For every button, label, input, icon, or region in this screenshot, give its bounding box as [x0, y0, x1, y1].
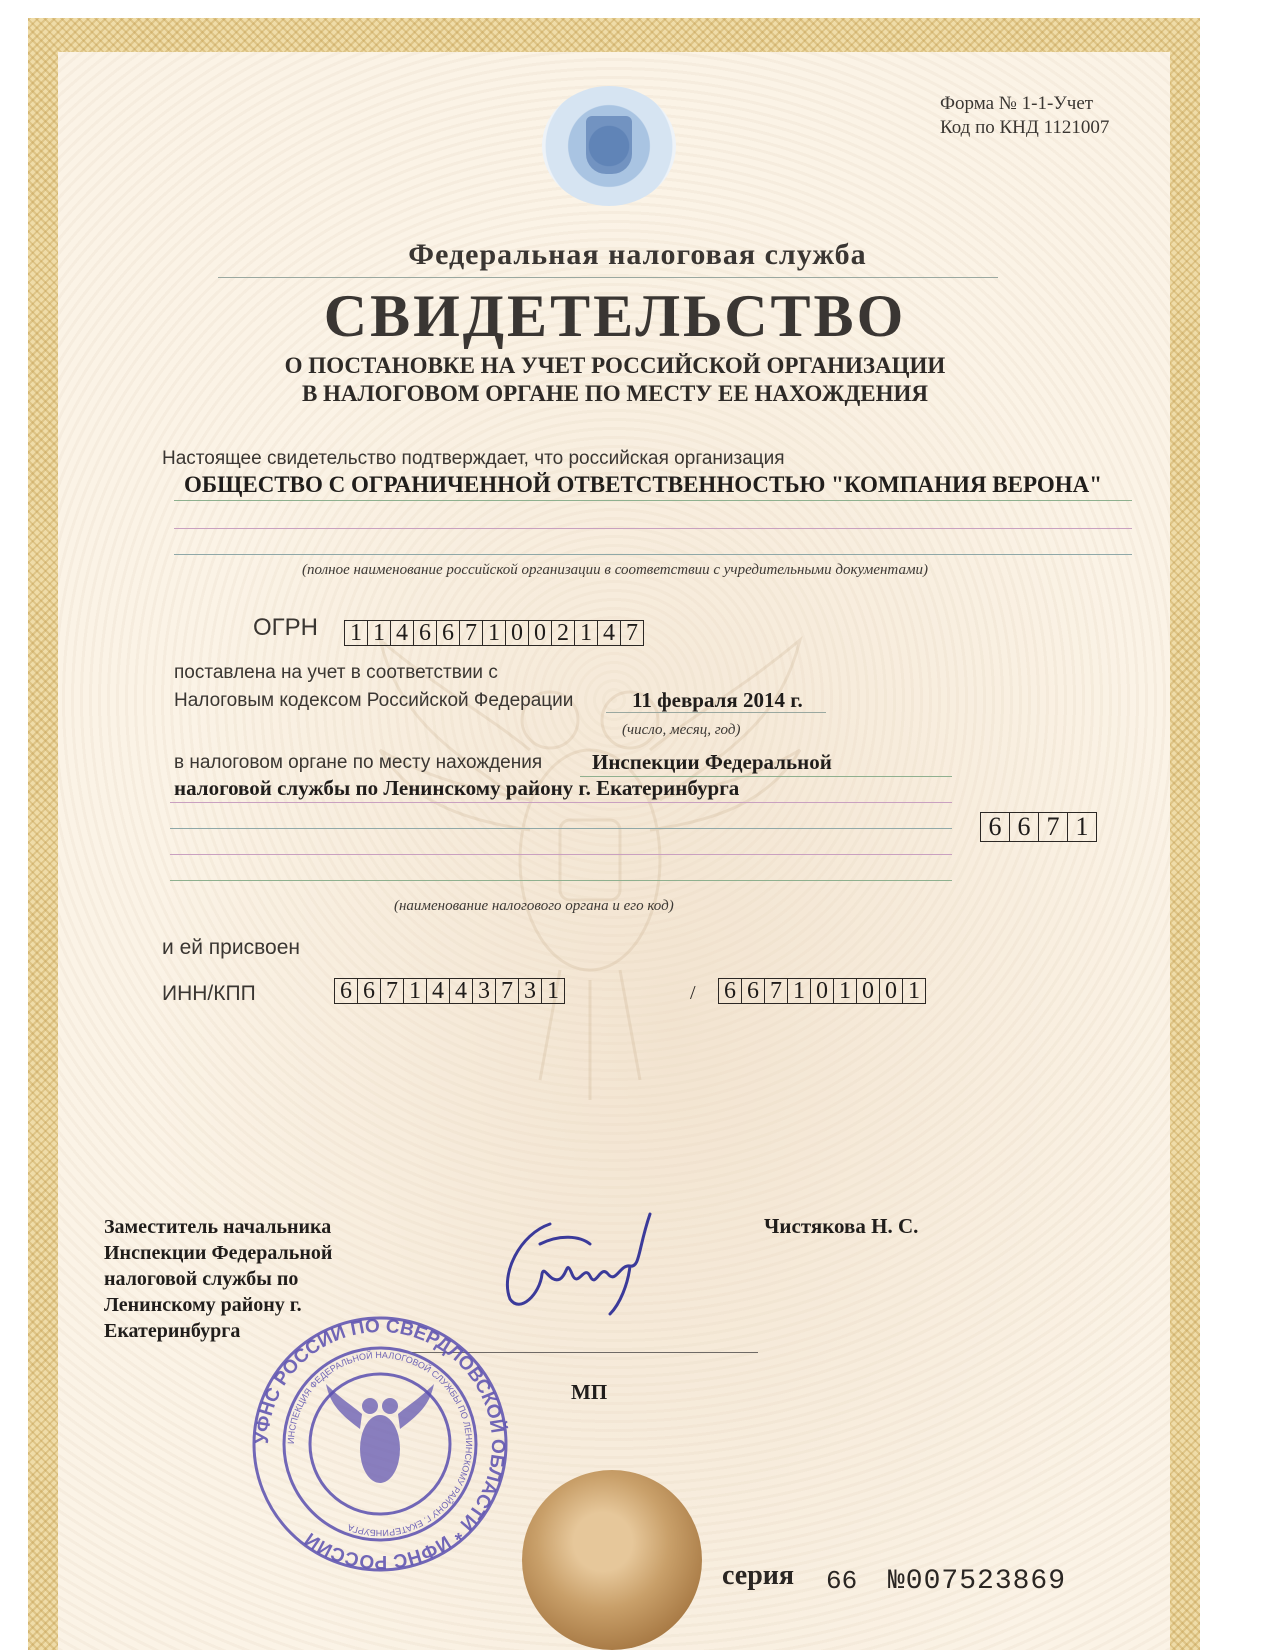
document-subtitle	[0, 352, 1230, 408]
digit-box: 1	[903, 978, 926, 1004]
inn-kpp-label: ИНН/КПП	[162, 982, 256, 1005]
gold-seal-icon	[522, 1470, 702, 1650]
registration-date: 11 февраля 2014 г.	[632, 688, 803, 712]
authority-underline-4	[170, 854, 952, 855]
digit-box: 6	[1010, 812, 1039, 842]
digit-box: 1	[834, 978, 857, 1004]
subtitle-line-1: О ПОСТАНОВКЕ НА УЧЕТ РОССИЙСКОЙ ОРГАНИЗАЦИИ	[284, 353, 946, 378]
digit-box: 6	[742, 978, 765, 1004]
digit-box: 0	[506, 620, 529, 646]
digit-box: 1	[483, 620, 506, 646]
authority-line-2: налоговой службы по Ленинскому району г. Екатеринбурга	[174, 776, 740, 800]
registration-line-2: Налоговым кодексом Российской Федерации	[174, 690, 574, 711]
digit-box: 1	[1068, 812, 1097, 842]
digit-box: 1	[344, 620, 368, 646]
handwritten-signature-icon	[480, 1204, 680, 1324]
stamp-inner-text: ИНСПЕКЦИЯ ФЕДЕРАЛЬНОЙ НАЛОГОВОЙ СЛУЖБЫ ПО ЛЕНИНСКОМУ РАЙОНУ Г. ЕКАТЕРИНБУРГА	[285, 1349, 475, 1539]
authority-underline-3	[170, 828, 952, 829]
org-line-2	[174, 528, 1132, 529]
digit-box: 3	[473, 978, 496, 1004]
series-region: 66	[826, 1566, 858, 1596]
authority-prefix: в налоговом органе по месту нахождения	[174, 752, 543, 773]
subtitle-line-2: В НАЛОГОВОМ ОРГАНЕ ПО МЕСТУ ЕЕ НАХОЖДЕНИЯ	[301, 381, 929, 406]
digit-box: 6	[437, 620, 460, 646]
digit-box: 6	[358, 978, 381, 1004]
org-name-hint: (полное наименование российской организации в соответствии с учредительными документами)	[301, 562, 929, 578]
registration-line-1: поставлена на учет в соответствии с	[174, 662, 498, 683]
hologram-emblem-icon	[542, 86, 676, 206]
mp-label: МП	[571, 1380, 608, 1404]
authority-underline-2	[170, 802, 952, 803]
authority-underline-5	[170, 880, 952, 881]
serial-number: №007523869	[888, 1566, 1067, 1597]
digit-box: 4	[427, 978, 450, 1004]
authority-hint: (наименование налогового органа и его код)	[394, 898, 674, 914]
organization-name: ОБЩЕСТВО С ОГРАНИЧЕННОЙ ОТВЕТСТВЕННОСТЬЮ "КОМПАНИЯ ВЕРОНА"	[184, 472, 1103, 497]
digit-box: 0	[529, 620, 552, 646]
digit-box: 7	[496, 978, 519, 1004]
digit-box: 6	[980, 812, 1010, 842]
date-hint: (число, месяц, год)	[622, 722, 741, 738]
digit-box: 3	[519, 978, 542, 1004]
knd-code: Код по КНД 1121007	[940, 117, 1110, 138]
document-title: СВИДЕТЕЛЬСТВО	[323, 283, 907, 349]
digit-box: 0	[857, 978, 880, 1004]
digit-box: 0	[880, 978, 903, 1004]
kpp-digit-boxes	[718, 978, 926, 1004]
digit-box: 1	[368, 620, 391, 646]
official-stamp-icon	[244, 1314, 516, 1574]
series-label: серия	[722, 1560, 795, 1591]
digit-box: 7	[381, 978, 404, 1004]
digit-box: 6	[334, 978, 358, 1004]
digit-box: 7	[621, 620, 644, 646]
assigned-text: и ей присвоен	[162, 936, 300, 959]
inn-digit-boxes	[334, 978, 565, 1004]
form-number-block	[940, 92, 1109, 140]
digit-box: 7	[765, 978, 788, 1004]
date-underline	[606, 712, 826, 713]
digit-box: 1	[575, 620, 598, 646]
inn-kpp-separator: /	[690, 982, 696, 1004]
org-line-1	[174, 500, 1132, 501]
digit-box: 4	[450, 978, 473, 1004]
form-number: Форма № 1-1-Учет	[940, 93, 1094, 114]
stamp-outer-text: УФНС РОССИИ ПО СВЕРДЛОВСКОЙ ОБЛАСТИ * ИФНС РОССИИ	[251, 1315, 509, 1573]
digit-box: 1	[788, 978, 811, 1004]
digit-box: 7	[460, 620, 483, 646]
ogrn-digit-boxes	[344, 620, 644, 646]
agency-underline	[218, 277, 998, 278]
authority-line-1: Инспекции Федеральной	[592, 750, 832, 774]
digit-box: 4	[391, 620, 414, 646]
digit-box: 7	[1039, 812, 1068, 842]
digit-box: 0	[811, 978, 834, 1004]
digit-box: 4	[598, 620, 621, 646]
confirm-text: Настоящее свидетельство подтверждает, что российская организация	[162, 448, 785, 469]
digit-box: 2	[552, 620, 575, 646]
agency-name: Федеральная налоговая служба	[408, 238, 867, 271]
authority-code-boxes	[980, 812, 1097, 842]
digit-box: 1	[542, 978, 565, 1004]
signer-position: Заместитель начальника Инспекции Федеральной налоговой службы по Ленинскому району г. Екатеринбурга	[104, 1216, 333, 1342]
digit-box: 1	[404, 978, 427, 1004]
org-line-3	[174, 554, 1132, 555]
signer-name: Чистякова Н. С.	[764, 1214, 919, 1238]
digit-box: 6	[718, 978, 742, 1004]
digit-box: 6	[414, 620, 437, 646]
ogrn-label: ОГРН	[253, 614, 319, 641]
